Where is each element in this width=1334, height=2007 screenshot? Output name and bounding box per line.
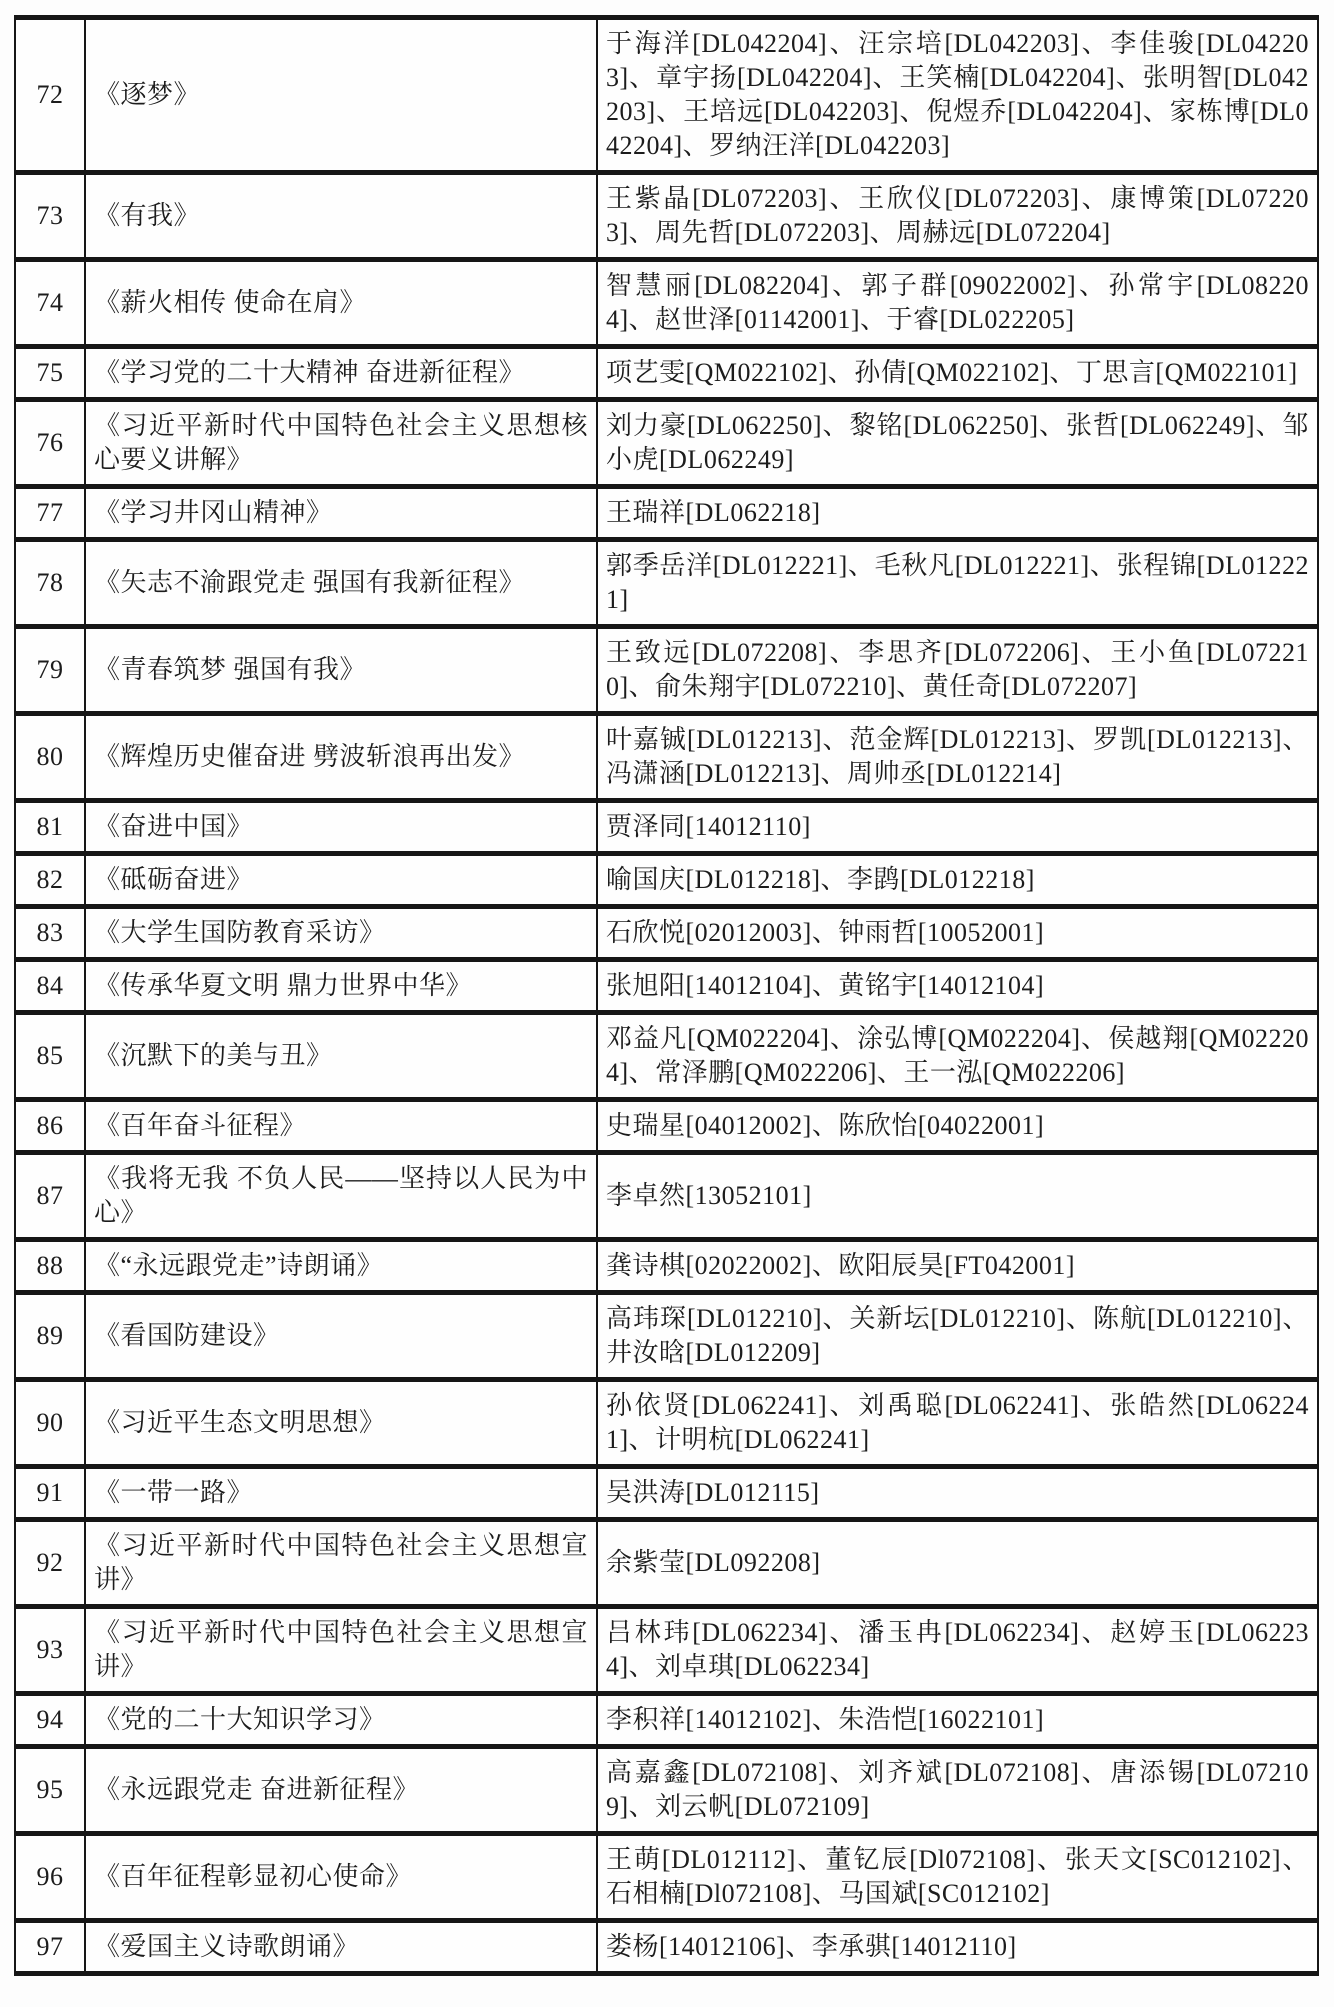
members-cell: 石欣悦[02012003]、钟雨哲[10052001] xyxy=(597,907,1318,960)
members-cell: 王紫晶[DL072203]、王欣仪[DL072203]、康博策[DL072203]、周先哲[DL072203]、周赫远[DL072204] xyxy=(597,173,1318,260)
work-title-cell: 《传承华夏文明 鼎力世界中华》 xyxy=(85,960,597,1013)
table-row xyxy=(15,173,1318,260)
table-row xyxy=(15,801,1318,854)
entry-number-cell: 91 xyxy=(15,1467,85,1520)
table-row xyxy=(15,1013,1318,1100)
members-cell: 余紫莹[DL092208] xyxy=(597,1520,1318,1607)
entry-number-cell: 97 xyxy=(15,1921,85,1974)
entry-number-cell: 87 xyxy=(15,1153,85,1240)
program-table xyxy=(14,15,1319,1976)
table-row xyxy=(15,1607,1318,1694)
members-cell: 高玮琛[DL012210]、关新坛[DL012210]、陈航[DL012210]、井汝晗[DL012209] xyxy=(597,1293,1318,1380)
table-row xyxy=(15,1240,1318,1293)
work-title-cell: 《习近平新时代中国特色社会主义思想核心要义讲解》 xyxy=(85,400,597,487)
table-row xyxy=(15,1747,1318,1834)
table-row xyxy=(15,1153,1318,1240)
entry-number-cell: 79 xyxy=(15,627,85,714)
table-body xyxy=(15,18,1318,1974)
entry-number-cell: 76 xyxy=(15,400,85,487)
table-row xyxy=(15,260,1318,347)
members-cell: 吕林玮[DL062234]、潘玉冉[DL062234]、赵婷玉[DL062234]、刘卓琪[DL062234] xyxy=(597,1607,1318,1694)
work-title-cell: 《永远跟党走 奋进新征程》 xyxy=(85,1747,597,1834)
table-row xyxy=(15,1293,1318,1380)
members-cell: 娄杨[14012106]、李承骐[14012110] xyxy=(597,1921,1318,1974)
work-title-cell: 《“永远跟党走”诗朗诵》 xyxy=(85,1240,597,1293)
work-title-cell: 《薪火相传 使命在肩》 xyxy=(85,260,597,347)
entry-number-cell: 93 xyxy=(15,1607,85,1694)
table-row xyxy=(15,714,1318,801)
table-row xyxy=(15,1467,1318,1520)
entry-number-cell: 86 xyxy=(15,1100,85,1153)
members-cell: 于海洋[DL042204]、汪宗培[DL042203]、李佳骏[DL042203]、章宇扬[DL042204]、王笑楠[DL042204]、张明智[DL042203]、王培远[DL042203]、倪煜乔[DL042204]、家栋博[DL042204]、罗纳汪洋[DL042203] xyxy=(597,18,1318,173)
entry-number-cell: 73 xyxy=(15,173,85,260)
table-row xyxy=(15,627,1318,714)
entry-number-cell: 74 xyxy=(15,260,85,347)
members-cell: 喻国庆[DL012218]、李鹍[DL012218] xyxy=(597,854,1318,907)
table-row xyxy=(15,960,1318,1013)
members-cell: 史瑞星[04012002]、陈欣怡[04022001] xyxy=(597,1100,1318,1153)
entry-number-cell: 92 xyxy=(15,1520,85,1607)
work-title-cell: 《矢志不渝跟党走 强国有我新征程》 xyxy=(85,540,597,627)
work-title-cell: 《青春筑梦 强国有我》 xyxy=(85,627,597,714)
members-cell: 邓益凡[QM022204]、涂弘博[QM022204]、侯越翔[QM022204]、常泽鹏[QM022206]、王一泓[QM022206] xyxy=(597,1013,1318,1100)
table-row xyxy=(15,18,1318,173)
entry-number-cell: 88 xyxy=(15,1240,85,1293)
members-cell: 王萌[DL012112]、董钇辰[Dl072108]、张天文[SC012102]、石相楠[Dl072108]、马国斌[SC012102] xyxy=(597,1834,1318,1921)
work-title-cell: 《我将无我 不负人民——坚持以人民为中心》 xyxy=(85,1153,597,1240)
members-cell: 张旭阳[14012104]、黄铭宇[14012104] xyxy=(597,960,1318,1013)
work-title-cell: 《百年征程彰显初心使命》 xyxy=(85,1834,597,1921)
work-title-cell: 《看国防建设》 xyxy=(85,1293,597,1380)
table-row xyxy=(15,400,1318,487)
entry-number-cell: 80 xyxy=(15,714,85,801)
table-row xyxy=(15,347,1318,400)
members-cell: 李积祥[14012102]、朱浩恺[16022101] xyxy=(597,1694,1318,1747)
entry-number-cell: 77 xyxy=(15,487,85,540)
work-title-cell: 《奋进中国》 xyxy=(85,801,597,854)
entry-number-cell: 90 xyxy=(15,1380,85,1467)
work-title-cell: 《百年奋斗征程》 xyxy=(85,1100,597,1153)
members-cell: 郭季岳洋[DL012221]、毛秋凡[DL012221]、张程锦[DL012221] xyxy=(597,540,1318,627)
work-title-cell: 《沉默下的美与丑》 xyxy=(85,1013,597,1100)
entry-number-cell: 75 xyxy=(15,347,85,400)
table-row xyxy=(15,487,1318,540)
table-row xyxy=(15,1921,1318,1974)
table-row xyxy=(15,854,1318,907)
work-title-cell: 《学习井冈山精神》 xyxy=(85,487,597,540)
members-cell: 刘力豪[DL062250]、黎铭[DL062250]、张哲[DL062249]、邹小虎[DL062249] xyxy=(597,400,1318,487)
work-title-cell: 《习近平新时代中国特色社会主义思想宣讲》 xyxy=(85,1520,597,1607)
table-row xyxy=(15,1380,1318,1467)
entry-number-cell: 96 xyxy=(15,1834,85,1921)
members-cell: 李卓然[13052101] xyxy=(597,1153,1318,1240)
work-title-cell: 《爱国主义诗歌朗诵》 xyxy=(85,1921,597,1974)
members-cell: 吴洪涛[DL012115] xyxy=(597,1467,1318,1520)
table-row xyxy=(15,1834,1318,1921)
work-title-cell: 《砥砺奋进》 xyxy=(85,854,597,907)
entry-number-cell: 85 xyxy=(15,1013,85,1100)
members-cell: 贾泽同[14012110] xyxy=(597,801,1318,854)
entry-number-cell: 94 xyxy=(15,1694,85,1747)
members-cell: 高嘉鑫[DL072108]、刘齐斌[DL072108]、唐添锡[DL072109]、刘云帆[DL072109] xyxy=(597,1747,1318,1834)
table-row xyxy=(15,540,1318,627)
work-title-cell: 《大学生国防教育采访》 xyxy=(85,907,597,960)
members-cell: 龚诗棋[02022002]、欧阳辰昊[FT042001] xyxy=(597,1240,1318,1293)
work-title-cell: 《党的二十大知识学习》 xyxy=(85,1694,597,1747)
work-title-cell: 《学习党的二十大精神 奋进新征程》 xyxy=(85,347,597,400)
members-cell: 叶嘉铖[DL012213]、范金辉[DL012213]、罗凯[DL012213]、冯潇涵[DL012213]、周帅丞[DL012214] xyxy=(597,714,1318,801)
entry-number-cell: 83 xyxy=(15,907,85,960)
work-title-cell: 《有我》 xyxy=(85,173,597,260)
entry-number-cell: 82 xyxy=(15,854,85,907)
entry-number-cell: 81 xyxy=(15,801,85,854)
members-cell: 王致远[DL072208]、李思齐[DL072206]、王小鱼[DL072210]、俞朱翔宇[DL072210]、黄任奇[DL072207] xyxy=(597,627,1318,714)
table-row xyxy=(15,907,1318,960)
work-title-cell: 《习近平生态文明思想》 xyxy=(85,1380,597,1467)
entry-number-cell: 72 xyxy=(15,18,85,173)
work-title-cell: 《一带一路》 xyxy=(85,1467,597,1520)
entry-number-cell: 78 xyxy=(15,540,85,627)
table-row xyxy=(15,1520,1318,1607)
members-cell: 王瑞祥[DL062218] xyxy=(597,487,1318,540)
members-cell: 项艺雯[QM022102]、孙倩[QM022102]、丁思言[QM022101] xyxy=(597,347,1318,400)
work-title-cell: 《逐梦》 xyxy=(85,18,597,173)
members-cell: 智慧丽[DL082204]、郭子群[09022002]、孙常宇[DL082204]、赵世泽[01142001]、于睿[DL022205] xyxy=(597,260,1318,347)
work-title-cell: 《习近平新时代中国特色社会主义思想宣讲》 xyxy=(85,1607,597,1694)
work-title-cell: 《辉煌历史催奋进 劈波斩浪再出发》 xyxy=(85,714,597,801)
entry-number-cell: 84 xyxy=(15,960,85,1013)
members-cell: 孙依贤[DL062241]、刘禹聪[DL062241]、张皓然[DL062241]、计明杭[DL062241] xyxy=(597,1380,1318,1467)
table-row xyxy=(15,1694,1318,1747)
entry-number-cell: 89 xyxy=(15,1293,85,1380)
table-row xyxy=(15,1100,1318,1153)
entry-number-cell: 95 xyxy=(15,1747,85,1834)
